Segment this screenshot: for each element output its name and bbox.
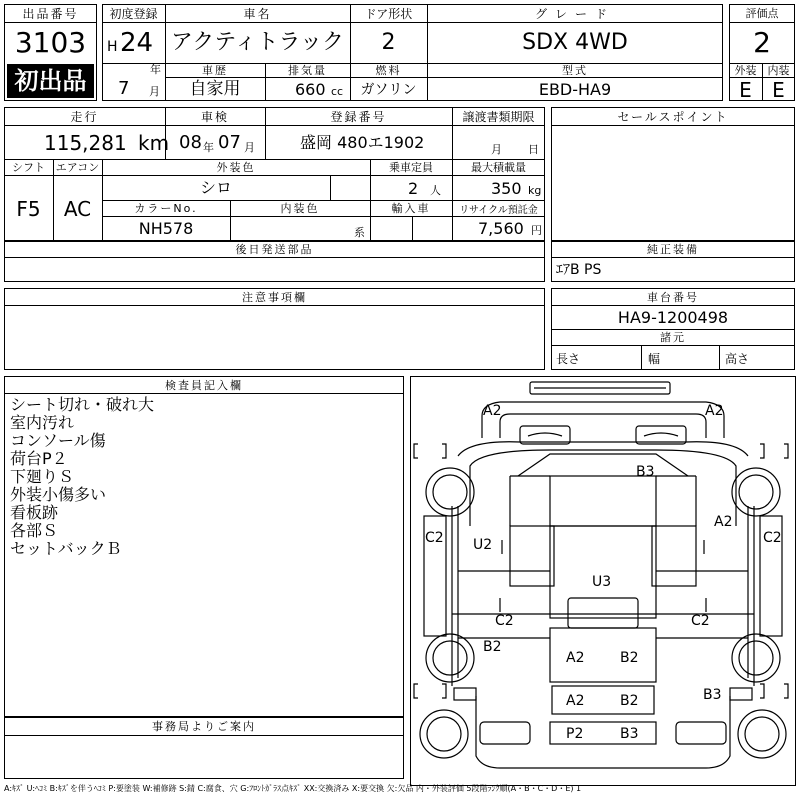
model-label: 型式: [562, 64, 588, 77]
interior-grade-label: 内装: [767, 64, 790, 77]
equipment-value: ｴｱB PS: [556, 262, 602, 278]
damage-mark: A2: [714, 514, 733, 530]
remark-line: 看板跡: [10, 503, 59, 522]
capacity-label: 乗車定員: [389, 161, 433, 174]
grade-value: SDX 4WD: [522, 30, 628, 55]
damage-mark: B3: [703, 687, 722, 703]
inspection-month: 07: [218, 132, 241, 153]
aircon-label: エアコン: [55, 161, 100, 174]
transfer-doc-label: 譲渡書類期限: [462, 109, 535, 124]
remark-line: セットバックＢ: [10, 539, 122, 558]
damage-mark: U2: [473, 537, 493, 553]
color-no-label: カラーNo.: [134, 202, 198, 215]
model-value: EBD-HA9: [538, 79, 612, 99]
fuel-value: ガソリン: [360, 81, 417, 98]
equipment-label: 純正装備: [647, 243, 699, 256]
import-label: 輸入車: [391, 202, 431, 215]
inspector-remarks: [10, 396, 154, 558]
capacity-value: 2: [408, 179, 419, 198]
score-label: 評価点: [745, 7, 779, 20]
damage-mark: B3: [620, 726, 639, 742]
inspection-month-unit: 月: [244, 141, 255, 154]
damage-mark: U3: [592, 574, 612, 590]
inspector-label: 検査員記入欄: [165, 378, 243, 392]
remark-line: 荷台P２: [10, 449, 68, 468]
exterior-grade-value: E: [739, 77, 752, 102]
transfer-doc-month: 月: [491, 143, 502, 156]
displacement-value: 660: [295, 80, 326, 99]
shift-value: F5: [16, 196, 41, 221]
recycle-label: リサイクル預託金: [459, 204, 538, 216]
legend-text: A:ｷｽﾞ U:ﾍｺﾐ B:ｷｽﾞを伴うﾍｺﾐ P:要塗装 W:補修跡 S:錆 C:腐食、穴 G:ﾌﾛﾝﾄｶﾞﾗｽ点ｷｽﾞ XX:交換済み X:要交換 欠:欠品 内・外装評価 5段階ﾗﾝｸ順(A・B・C・D・E) 1: [4, 784, 582, 793]
interior-grade-value: E: [772, 77, 785, 102]
mileage-label: 走行: [70, 109, 99, 124]
sales-points-box: [551, 107, 795, 241]
recycle-value: 7,560: [478, 219, 524, 238]
remark-line: 外装小傷多い: [10, 485, 107, 504]
chassis-value: HA9-1200498: [617, 307, 729, 327]
chassis-label: 車台番号: [647, 290, 699, 304]
remark-line: コンソール傷: [10, 431, 106, 450]
remark-line: 室内汚れ: [10, 413, 75, 432]
spec-length: 長さ: [556, 352, 581, 366]
mileage-value: 115,281: [44, 131, 127, 155]
transfer-doc-day: 日: [528, 143, 539, 156]
spec-width: 幅: [648, 352, 661, 366]
damage-mark: A2: [705, 403, 724, 419]
max-load-value: 350: [491, 179, 522, 198]
int-color-label: 内装色: [280, 202, 320, 215]
damage-mark: C2: [691, 613, 710, 629]
displacement-label: 排気量: [288, 64, 327, 77]
office-label: 事務局よりご案内: [152, 720, 256, 733]
first-reg-month-unit: 月: [149, 85, 160, 98]
recycle-unit: 円: [531, 224, 542, 237]
inspection-year-unit: 年: [203, 141, 214, 154]
color-no-value: NH578: [138, 219, 194, 238]
remark-line: 各部Ｓ: [10, 521, 59, 540]
lot-number: 3103: [14, 26, 87, 59]
damage-mark: A2: [566, 650, 585, 666]
registration-value: 盛岡 480エ1902: [300, 133, 425, 152]
car-name-label: 車名: [243, 6, 272, 21]
specs-label: 諸元: [660, 331, 686, 344]
lot-label: 出品番号: [22, 6, 79, 21]
max-load-unit: kg: [528, 184, 542, 197]
shift-label: シフト: [12, 161, 45, 174]
sales-points-label: セールスポイント: [617, 109, 729, 124]
ext-color-value: シロ: [199, 178, 232, 197]
damage-mark: B2: [620, 650, 639, 666]
damage-mark: A2: [483, 403, 502, 419]
score-value: 2: [753, 26, 771, 59]
remark-line: 下廻りＳ: [10, 467, 75, 486]
damage-mark: C2: [495, 613, 514, 629]
inspection-year: 08: [179, 132, 202, 153]
fuel-label: 燃料: [375, 64, 402, 77]
damage-mark: C2: [763, 530, 782, 546]
first-reg-month: 7: [118, 78, 130, 99]
displacement-unit: cc: [331, 85, 344, 98]
inspection-label: 車検: [200, 109, 229, 124]
remark-line: シート切れ・破れ大: [10, 395, 155, 414]
damage-mark: B2: [483, 639, 502, 655]
grade-label: グレード: [534, 6, 615, 21]
registration-label: 登録番号: [330, 109, 387, 124]
first-reg-label: 初度登録: [109, 6, 158, 21]
damage-mark: A2: [566, 693, 585, 709]
damage-mark: P2: [566, 726, 584, 742]
notes-label: 注意事項欄: [242, 290, 307, 304]
capacity-unit: 人: [430, 184, 441, 197]
first-reg-year: 24: [120, 28, 154, 58]
exterior-grade-label: 外装: [734, 64, 757, 77]
ext-color-label: 外装色: [216, 161, 256, 174]
first-reg-era: H: [107, 39, 118, 55]
car-name: アクティトラック: [170, 30, 345, 55]
int-color-unit: 系: [354, 226, 365, 239]
later-parts-label: 後日発送部品: [235, 243, 314, 256]
door-value: 2: [381, 30, 396, 55]
damage-mark: B3: [636, 464, 655, 480]
spec-height: 高さ: [725, 352, 750, 366]
history-label: 車歴: [202, 64, 228, 77]
first-listing-badge: 初出品: [7, 64, 94, 98]
history-value: 自家用: [189, 79, 241, 99]
door-label: ドア形状: [364, 6, 413, 21]
damage-mark: B2: [620, 693, 639, 709]
first-reg-year-unit: 年: [150, 63, 161, 76]
mileage-unit: km: [138, 131, 170, 155]
aircon-value: AC: [63, 196, 92, 221]
max-load-label: 最大積載量: [471, 161, 526, 174]
damage-mark: C2: [425, 530, 444, 546]
